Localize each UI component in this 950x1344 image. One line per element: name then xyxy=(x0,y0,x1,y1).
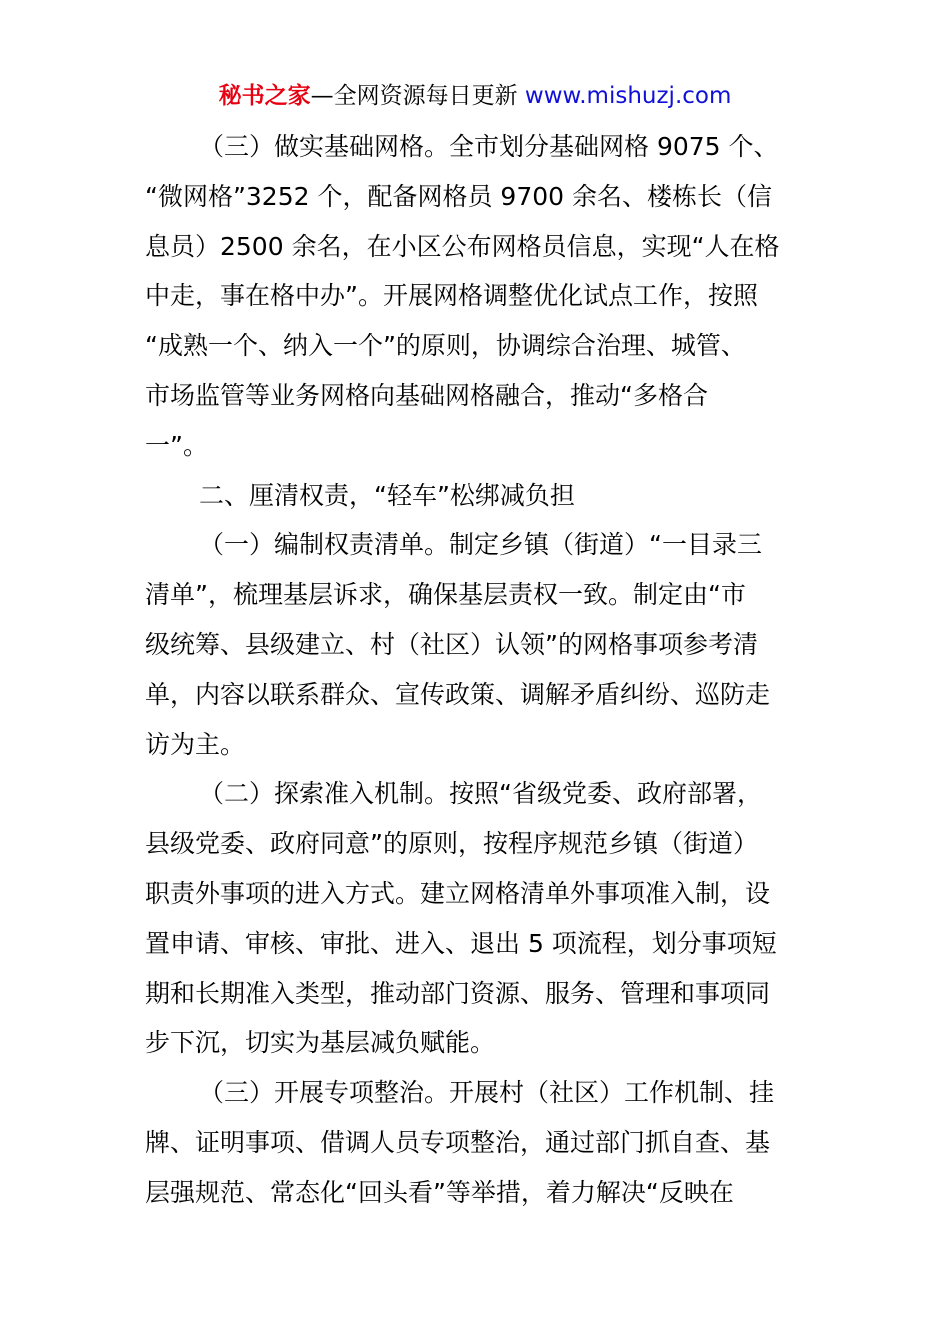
paragraph-line: 县级党委、政府同意”的原则，按程序规范乡镇（街道） xyxy=(145,829,758,859)
paragraph-line: 单，内容以联系群众、宣传政策、调解矛盾纠纷、巡防走 xyxy=(145,679,771,709)
document-body xyxy=(145,122,815,1218)
paragraph-line: 牌、证明事项、借调人员专项整治，通过部门抓自查、基 xyxy=(145,1127,771,1157)
paragraph-line: 期和长期准入类型，推动部门资源、服务、管理和事项同 xyxy=(145,978,771,1008)
paragraph-line: 中走，事在格中办”。开展网格调整优化试点工作，按照 xyxy=(145,281,758,311)
site-header xyxy=(0,80,950,112)
site-url-link[interactable]: www.mishuzj.com xyxy=(524,83,732,109)
paragraph-line: 一”。 xyxy=(145,430,208,460)
section-heading: 二、厘清权责，“轻车”松绑减负担 xyxy=(199,480,575,510)
paragraph-line: （三）开展专项整治。开展村（社区）工作机制、挂 xyxy=(199,1078,775,1108)
paragraph-line: 清单”，梳理基层诉求，确保基层责权一致。制定由“市 xyxy=(145,580,746,610)
site-tagline: —全网资源每日更新 xyxy=(310,83,525,109)
paragraph-line: （一）编制权责清单。制定乡镇（街道）“一目录三 xyxy=(199,530,762,560)
paragraph-line: “成熟一个、纳入一个”的原则，协调综合治理、城管、 xyxy=(145,331,746,361)
paragraph-line: （二）探索准入机制。按照“省级党委、政府部署， xyxy=(199,779,762,809)
paragraph-line: （三）做实基础网格。全市划分基础网格 9075 个、 xyxy=(199,132,779,161)
paragraph-line: 职责外事项的进入方式。建立网格清单外事项准入制，设 xyxy=(145,878,771,908)
paragraph-line: 息员）2500 余名，在小区公布网格员信息，实现“人在格 xyxy=(145,231,780,261)
paragraph-line: 市场监管等业务网格向基础网格融合，推动“多格合 xyxy=(145,380,708,410)
paragraph-line: 访为主。 xyxy=(145,729,246,759)
paragraph-line: 级统筹、县级建立、村（社区）认领”的网格事项参考清 xyxy=(145,629,758,659)
paragraph-line: 步下沉，切实为基层减负赋能。 xyxy=(145,1028,496,1058)
site-brand: 秘书之家 xyxy=(218,83,311,109)
paragraph-line: “微网格”3252 个，配备网格员 9700 余名、楼栋长（信 xyxy=(145,181,772,211)
paragraph-line: 层强规范、常态化“回头看”等举措，着力解决“反映在 xyxy=(145,1177,734,1207)
paragraph-line: 置申请、审核、审批、进入、退出 5 项流程，划分事项短 xyxy=(145,928,777,958)
